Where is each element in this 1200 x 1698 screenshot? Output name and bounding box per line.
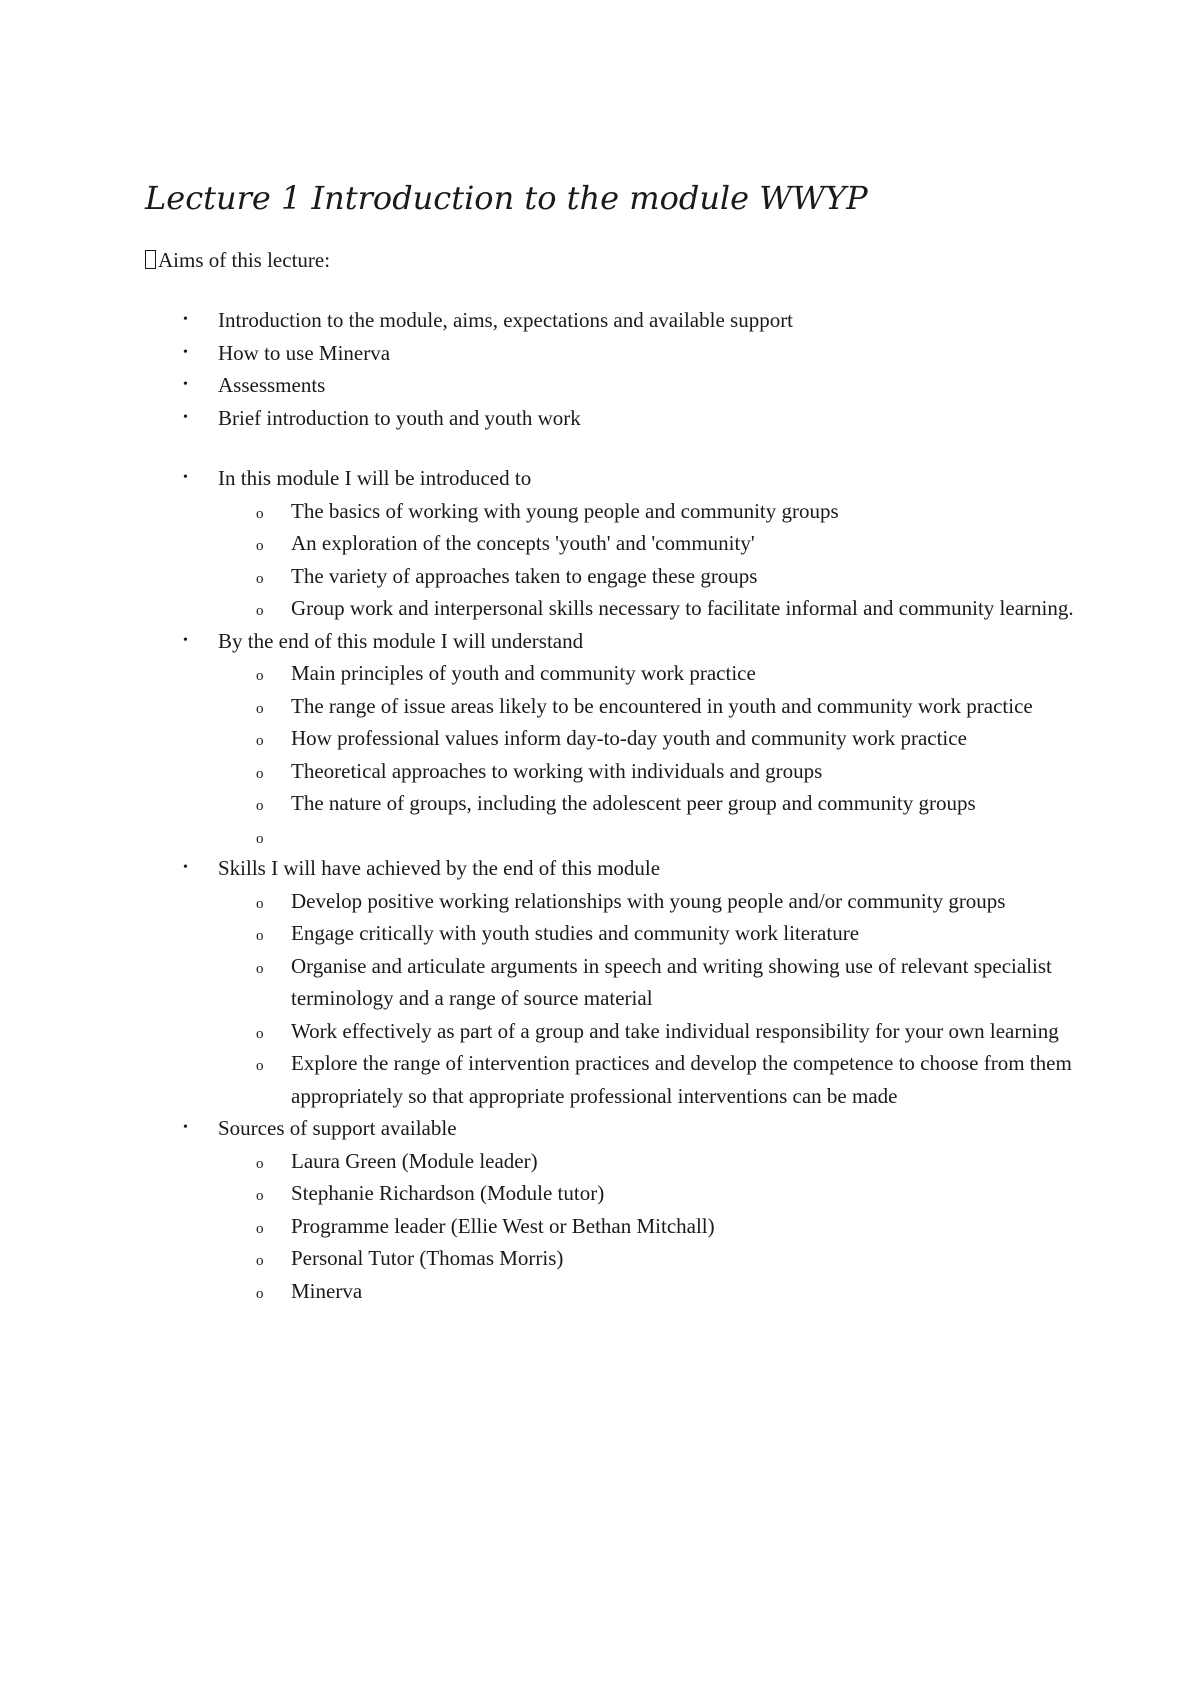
sub-bullet-icon: o (256, 1253, 264, 1269)
section-heading: Skills I will have achieved by the end of this module (218, 856, 661, 880)
list-item (218, 1015, 1075, 1048)
list-item (218, 690, 1075, 723)
list-item (218, 560, 1075, 593)
item-text: Main principles of youth and community work practice (291, 661, 756, 685)
item-text: Programme leader (Ellie West or Bethan Mitchall) (291, 1213, 715, 1238)
aims-list (145, 304, 1075, 434)
item-text: Minerva (291, 1278, 363, 1303)
item-text: Laura Green (Module leader) (291, 1148, 538, 1173)
list-item (218, 1275, 1075, 1308)
sub-bullet-icon: o (256, 668, 264, 684)
list-item (145, 304, 1075, 337)
list-item (145, 402, 1075, 435)
list-item (218, 1047, 1075, 1112)
section-heading: Sources of support available (218, 1116, 457, 1140)
sub-bullet-icon: o (256, 798, 264, 814)
item-text: An exploration of the concepts 'youth' and 'community' (291, 531, 755, 555)
sub-bullet-icon: o (256, 505, 264, 522)
section-introduced (145, 462, 1075, 625)
bullet-icon: • (183, 409, 188, 425)
bullet-icon: • (183, 377, 188, 392)
list-item (218, 755, 1075, 788)
item-text: Personal Tutor (Thomas Morris) (291, 1246, 564, 1270)
list-item (218, 1145, 1075, 1178)
item-text: Explore the range of intervention practices and develop the competence to choose from them appropriately so that appropriate professional interventions can be made (291, 1051, 1072, 1108)
sub-bullet-icon: o (256, 765, 264, 782)
document-body (145, 172, 1075, 1307)
item-text: Group work and interpersonal skills necessary to facilitate informal and community learning. (291, 596, 1074, 620)
sub-bullet-icon: o (256, 895, 264, 912)
list-item (218, 592, 1075, 625)
sub-bullet-icon: o (256, 928, 264, 944)
list-item (218, 787, 1075, 820)
item-text: Work effectively as part of a group and take individual responsibility for your own learning (291, 1018, 1059, 1043)
section-support (145, 1112, 1075, 1307)
sub-bullet-icon: o (256, 1220, 264, 1237)
sub-bullet-icon: o (256, 700, 264, 717)
list-item (218, 1242, 1075, 1275)
bullet-icon: • (183, 860, 188, 875)
list-item (218, 1177, 1075, 1210)
list-item (218, 722, 1075, 755)
aim-text: How to use Minerva (218, 340, 391, 365)
item-text: How professional values inform day-to-day youth and community work practice (291, 726, 967, 750)
bullet-icon: • (183, 1120, 188, 1135)
list-item (145, 369, 1075, 402)
item-text: Engage critically with youth studies and community work literature (291, 921, 860, 945)
list-item (218, 950, 1075, 1015)
item-text: Stephanie Richardson (Module tutor) (291, 1181, 605, 1205)
sub-list (218, 885, 1075, 1113)
section-understand (145, 625, 1075, 853)
list-item (218, 657, 1075, 690)
sub-bullet-icon: o (256, 733, 264, 749)
section-heading: By the end of this module I will understand (218, 628, 584, 653)
bullet-icon: • (183, 470, 188, 485)
section-skills (145, 852, 1075, 1112)
sub-bullet-icon: o (256, 1155, 264, 1172)
sub-bullet-icon: o (256, 1025, 264, 1042)
list-item (218, 885, 1075, 918)
sub-bullet-icon: o (256, 603, 264, 619)
aims-label: Aims of this lecture: (158, 248, 331, 272)
bullet-icon: • (183, 312, 188, 327)
sub-list (218, 657, 1075, 852)
item-text: The variety of approaches taken to engage these groups (291, 563, 758, 588)
list-item (218, 820, 1075, 853)
aims-intro (145, 244, 1075, 276)
item-text: The nature of groups, including the adolescent peer group and community groups (291, 791, 976, 815)
item-text: Theoretical approaches to working with individuals and groups (291, 758, 823, 783)
item-text: Organise and articulate arguments in speech and writing showing use of relevant specialist terminology and a range of source material (291, 953, 1052, 1010)
missing-glyph-icon (145, 250, 156, 269)
item-text: The range of issue areas likely to be encountered in youth and community work practice (291, 693, 1033, 718)
sub-list (218, 1145, 1075, 1308)
list-item (218, 495, 1075, 528)
item-text: Develop positive working relationships with young people and/or community groups (291, 888, 1006, 913)
sub-bullet-icon: o (256, 1188, 264, 1204)
bullet-icon: • (183, 632, 188, 648)
list-item (145, 337, 1075, 370)
aim-text: Brief introduction to youth and youth work (218, 405, 581, 430)
bullet-icon: • (183, 344, 188, 360)
sub-bullet-icon: o (256, 538, 264, 554)
aim-text: Assessments (218, 373, 326, 397)
sections-list (145, 462, 1075, 1307)
sub-bullet-icon: o (256, 570, 264, 587)
sub-bullet-icon: o (256, 960, 264, 977)
sub-bullet-icon: o (256, 830, 264, 847)
section-heading: In this module I will be introduced to (218, 466, 532, 490)
sub-bullet-icon: o (256, 1058, 264, 1074)
page-title: Lecture 1 Introduction to the module WWYP (145, 179, 868, 217)
list-item (218, 1210, 1075, 1243)
sub-list (218, 495, 1075, 625)
aim-text: Introduction to the module, aims, expectations and available support (218, 308, 794, 332)
list-item (218, 527, 1075, 560)
item-text: The basics of working with young people and community groups (291, 498, 839, 523)
list-item (218, 917, 1075, 950)
sub-bullet-icon: o (256, 1285, 264, 1302)
